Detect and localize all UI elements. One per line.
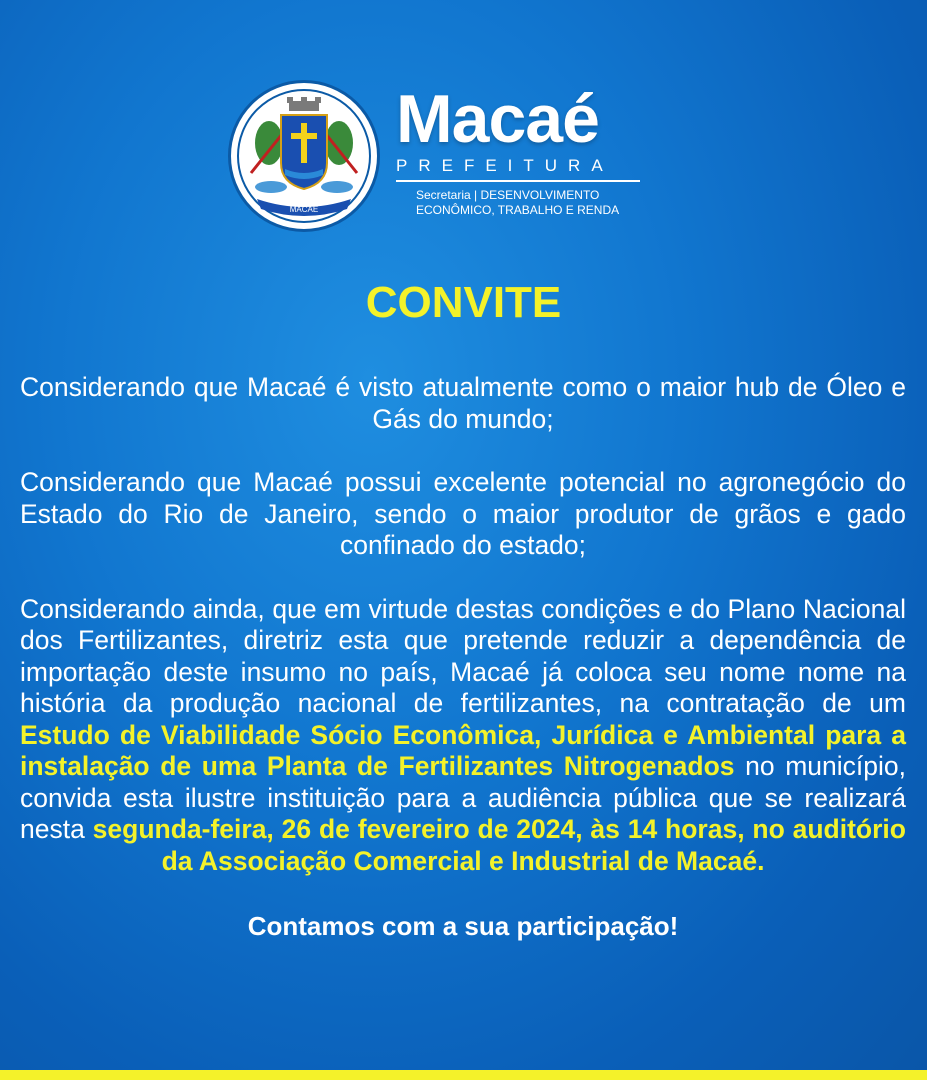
page-title: CONVITE xyxy=(365,278,562,327)
dept-line-2: ECONÔMICO, TRABALHO E RENDA xyxy=(416,203,620,217)
paragraph-3 xyxy=(20,594,906,878)
city-coat-of-arms-icon xyxy=(231,83,377,229)
brand-block xyxy=(396,81,646,218)
study-highlight: Estudo de Viabilidade Sócio Econômica, Jurídica e Ambiental para a instalação de uma Planta de Fertilizantes Nitrogenados xyxy=(20,719,906,781)
invitation-body xyxy=(20,372,906,943)
event-date-highlight: segunda-feira, 26 de fevereiro de 2024, às 14 horas, no auditório da Associação Comercial e Industrial de Macaé. xyxy=(92,814,906,876)
brand-sub: PREFEITURA xyxy=(396,156,640,182)
header xyxy=(228,80,658,230)
paragraph-2: Considerando que Macaé possui excelente potencial no agronegócio do Estado do Rio de Janeiro, sendo o maior produtor de grãos e gado confinado do estado; xyxy=(20,467,906,560)
paragraph-3-intro: Considerando ainda, que em virtude destas condições e do Plano Nacional dos Fertilizantes, diretriz esta que pretende reduzir a dependência de importação deste insumo no país, Macaé já coloca seu nome nome na história da produção nacional de fertilizantes, na contratação de um xyxy=(20,593,906,718)
paragraph-1: Considerando que Macaé é visto atualmente como o maior hub de Óleo e Gás do mundo; xyxy=(20,372,906,434)
bottom-accent-bar xyxy=(0,1070,927,1080)
brand-name: Macaé xyxy=(396,81,599,157)
city-seal xyxy=(228,80,380,232)
closing-message: Contamos com a sua participação! xyxy=(247,911,679,941)
dept-line-1: Secretaria | DESENVOLVIMENTO xyxy=(416,188,600,202)
seal-text: MACAÉ xyxy=(289,205,319,214)
paragraph-3-middle: no município, convida esta ilustre instituição para a audiência pública que se realizará nesta xyxy=(20,751,906,844)
